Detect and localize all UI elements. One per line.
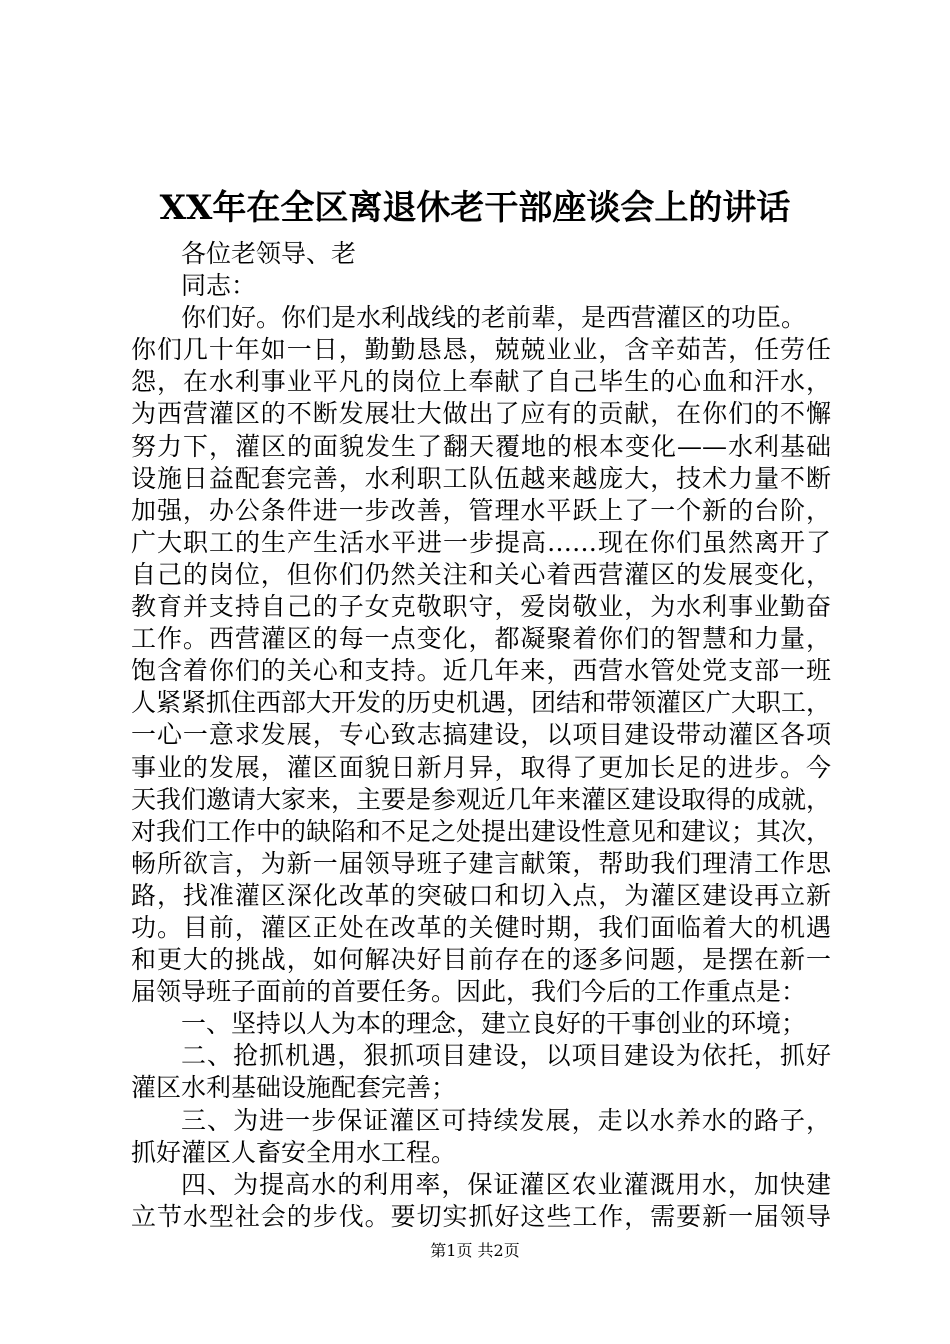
body-line: 自己的岗位，但你们仍然关注和关心着西营灌区的发展变化， <box>131 559 831 589</box>
body-line: 三、为进一步保证灌区可持续发展，走以水养水的路子， <box>181 1105 831 1135</box>
body-line: 灌区水利基础设施配套完善； <box>131 1073 457 1103</box>
body-line: 畅所欲言，为新一届领导班子建言献策，帮助我们理清工作思 <box>131 848 831 878</box>
body-line: 一心一意求发展，专心致志搞建设，以项目建设带动灌区各项 <box>131 720 831 750</box>
body-line: 和更大的挑战，如何解决好目前存在的逐多问题，是摆在新一 <box>131 945 831 975</box>
body-line: 饱含着你们的关心和支持。近几年来，西营水管处党支部一班 <box>131 656 831 686</box>
body-line: 对我们工作中的缺陷和不足之处提出建设性意见和建议；其次， <box>131 816 832 846</box>
page-footer: 第1页 共2页 <box>430 1241 520 1260</box>
body-line: 路，找准灌区深化改革的突破口和切入点，为灌区建设再立新 <box>131 880 831 910</box>
body-line: 怨，在水利事业平凡的岗位上奉献了自己毕生的心血和汗水， <box>131 367 831 397</box>
body-line: 功。目前，灌区正处在改革的关健时期，我们面临着大的机遇 <box>131 912 831 942</box>
body-line: 工作。西营灌区的每一点变化，都凝聚着你们的智慧和力量， <box>131 624 831 654</box>
body-line: 抓好灌区人畜安全用水工程。 <box>131 1137 457 1167</box>
body-line: 立节水型社会的步伐。要切实抓好这些工作，需要新一届领导 <box>131 1201 831 1231</box>
body-line: 四、为提高水的利用率，保证灌区农业灌溉用水，加快建 <box>181 1169 831 1199</box>
body-line: 一、坚持以人为本的理念，建立良好的干事创业的环境； <box>181 1009 807 1039</box>
body-line: 教育并支持自己的子女克敬职守，爱岗敬业，为水利事业勤奋 <box>131 592 831 622</box>
body-line: 你们几十年如一日，勤勤恳恳，兢兢业业，含辛茹苦，任劳任 <box>131 335 831 365</box>
body-line: 同志： <box>181 271 257 301</box>
body-line: 你们好。你们是水利战线的老前辈，是西营灌区的功臣。 <box>181 303 807 333</box>
body-line: 加强，办公条件进一步改善，管理水平跃上了一个新的台阶， <box>131 495 831 525</box>
body-line: 为西营灌区的不断发展壮大做出了应有的贡献，在你们的不懈 <box>131 399 831 429</box>
body-line: 届领导班子面前的首要任务。因此，我们今后的工作重点是： <box>131 977 807 1007</box>
body-line: 努力下，灌区的面貌发生了翻天覆地的根本变化——水利基础 <box>131 431 831 461</box>
body-line: 事业的发展，灌区面貌日新月异，取得了更加长足的进步。今 <box>131 752 831 782</box>
document-body <box>131 238 831 1233</box>
body-line: 各位老领导、老 <box>181 239 357 268</box>
body-line: 二、抢抓机遇，狠抓项目建设，以项目建设为依托，抓好 <box>181 1041 831 1071</box>
body-line: 天我们邀请大家来，主要是参观近几年来灌区建设取得的成就， <box>131 784 832 814</box>
body-line: 广大职工的生产生活水平进一步提高……现在你们虽然离开了 <box>131 527 831 557</box>
document-title: XX年在全区离退休老干部座谈会上的讲话 <box>159 188 791 228</box>
body-line: 设施日益配套完善，水利职工队伍越来越庞大，技术力量不断 <box>131 463 831 493</box>
body-line: 人紧紧抓住西部大开发的历史机遇，团结和带领灌区广大职工， <box>131 688 832 718</box>
